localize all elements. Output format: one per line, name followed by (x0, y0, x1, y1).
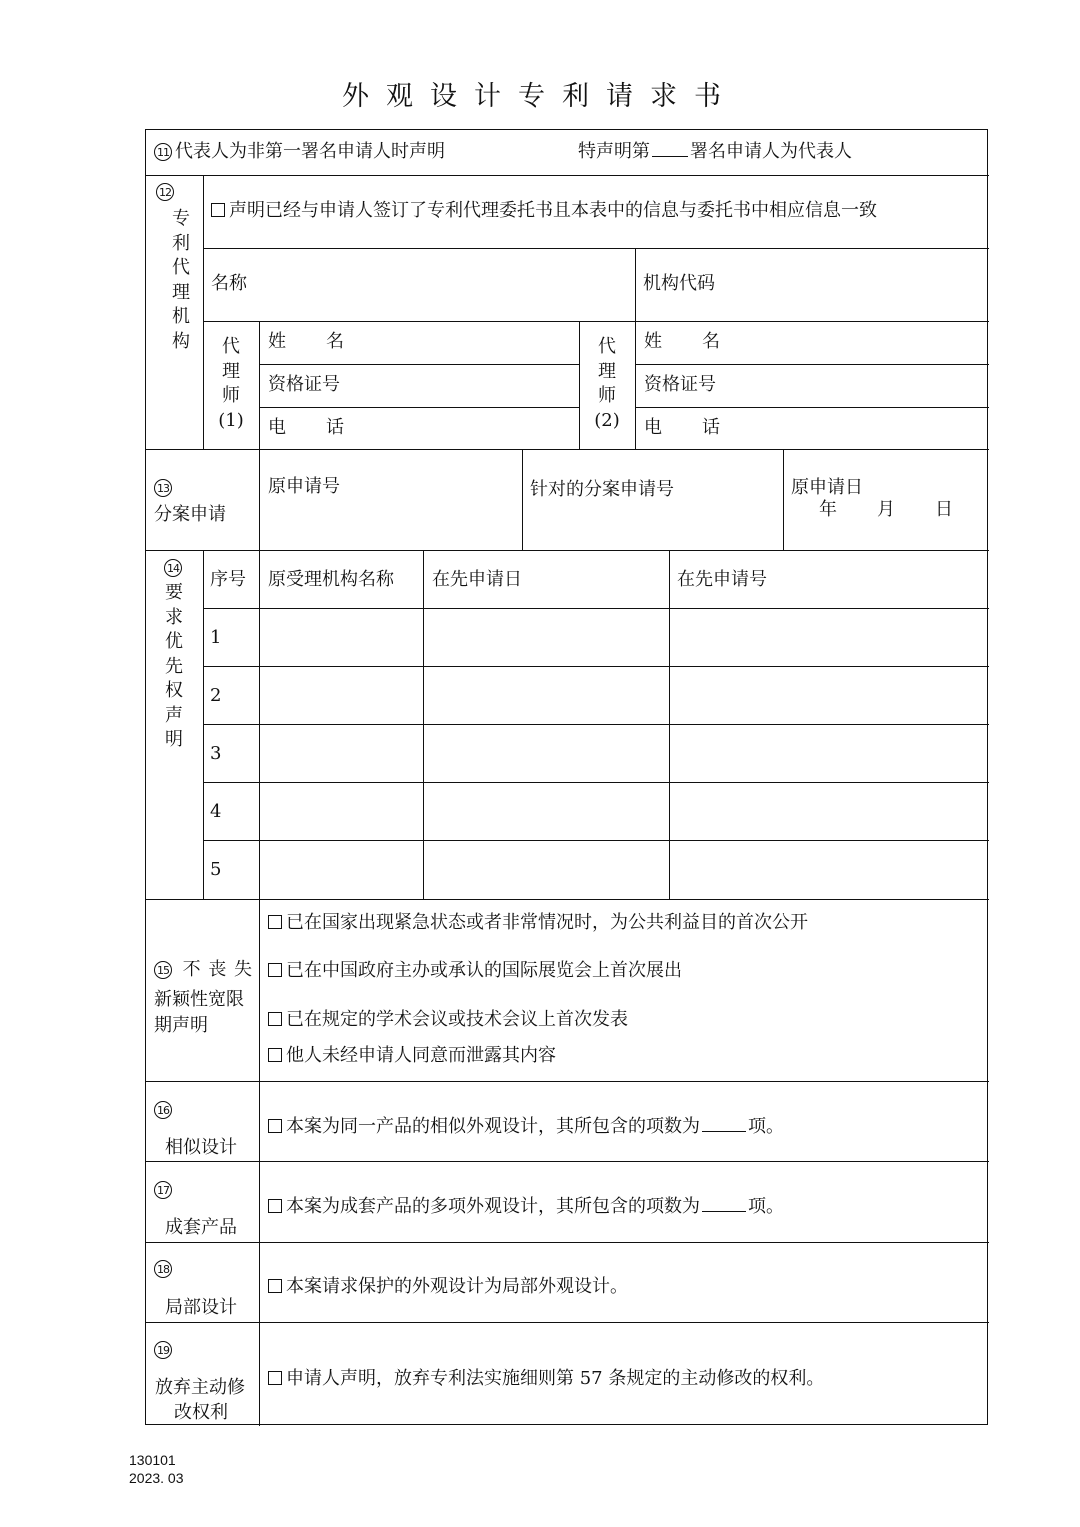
set-product-count-blank[interactable] (702, 1211, 746, 1212)
grace-option-emergency-checkbox[interactable] (268, 915, 282, 929)
agency-code-label: 机构代码 (643, 273, 715, 294)
priority-row-2-seq: 2 (210, 685, 222, 706)
section-14-number (164, 556, 185, 580)
priority-header-office: 原受理机构名称 (268, 569, 394, 590)
section-17-number (154, 1178, 175, 1202)
grace-period-label-line-2: 新颖性宽限 (154, 989, 244, 1010)
priority-claim-side-label: 要 求 优 先 权 声 明 (165, 582, 183, 750)
circled-number-11: 11 (154, 143, 172, 161)
priority-header-seq: 序号 (210, 569, 246, 590)
grace-option-leak-checkbox[interactable] (268, 1048, 282, 1062)
section-19-number (154, 1338, 175, 1362)
priority-row-5-seq: 5 (210, 859, 222, 880)
set-product-label: 成套产品 (165, 1217, 237, 1238)
grace-option-emergency: 已在国家出现紧急状态或者非常情况时，为公共利益目的首次公开 (268, 911, 808, 935)
set-product-checkbox[interactable] (268, 1199, 282, 1213)
divisional-application-number-label: 针对的分案申请号 (530, 479, 674, 500)
section-18-number (154, 1257, 175, 1281)
priority-row-1-seq: 1 (210, 627, 222, 648)
agent-1-cert-label: 资格证号 (268, 374, 340, 395)
priority-row-3-seq: 3 (210, 743, 222, 764)
circled-number-19: 19 (154, 1341, 172, 1359)
grace-period-label-line-3: 期声明 (154, 1015, 208, 1036)
partial-design-label: 局部设计 (165, 1297, 237, 1318)
circled-number-14: 14 (164, 559, 182, 577)
agency-name-label: 名称 (211, 273, 247, 294)
circled-number-17: 17 (154, 1181, 172, 1199)
section-13-number (154, 476, 175, 500)
waive-amendment-label-line-2: 改权利 (174, 1402, 228, 1423)
original-application-date-label: 原申请日 (791, 477, 863, 498)
priority-header-number: 在先申请号 (677, 569, 767, 590)
representative-ordinal-blank[interactable] (652, 156, 688, 157)
circled-number-18: 18 (154, 1260, 172, 1278)
agent-2-side-label: 代 理 师 (2) (594, 336, 620, 431)
priority-row-4-seq: 4 (210, 801, 222, 822)
partial-design-statement: 本案请求保护的外观设计为局部外观设计。 (268, 1275, 628, 1299)
grace-option-exhibition: 已在中国政府主办或承认的国际展览会上首次展出 (268, 959, 682, 983)
similar-design-label: 相似设计 (165, 1137, 237, 1158)
agent-1-phone-label: 电 话 (268, 417, 344, 438)
agent-1-side-label: 代 理 师 (1) (218, 336, 244, 431)
similar-design-statement: 本案为同一产品的相似外观设计，其所包含的项数为 项。 (268, 1115, 784, 1139)
grace-period-label-line-1: 15 不 丧 失 (154, 958, 252, 982)
section-16-number (154, 1098, 175, 1122)
agency-declaration-checkbox[interactable] (211, 203, 225, 217)
circled-number-15: 15 (154, 961, 172, 979)
grace-option-exhibition-checkbox[interactable] (268, 963, 282, 977)
original-application-number-label: 原申请号 (268, 476, 340, 497)
agency-side-label: 专 利 代 理 机 构 (172, 208, 190, 352)
grace-option-leak: 他人未经申请人同意而泄露其内容 (268, 1044, 556, 1068)
agent-2-cert-label: 资格证号 (644, 374, 716, 395)
similar-design-checkbox[interactable] (268, 1119, 282, 1133)
agent-1-name-label: 姓 名 (268, 331, 344, 352)
form-title: 外观设计专利请求书 (342, 81, 738, 112)
form-code: 130101 (129, 1452, 176, 1468)
partial-design-checkbox[interactable] (268, 1279, 282, 1293)
waive-amendment-statement: 申请人声明，放弃专利法实施细则第 57 条规定的主动修改的权利。 (268, 1367, 824, 1391)
circled-number-16: 16 (154, 1101, 172, 1119)
section-11-label: 11 代表人为非第一署名申请人时声明 (154, 140, 445, 164)
grace-option-conference: 已在规定的学术会议或技术会议上首次发表 (268, 1008, 628, 1032)
original-application-date-units: 年 月 日 (819, 499, 953, 520)
circled-number-12: 12 (156, 183, 174, 201)
waive-amendment-label-line-1: 放弃主动修 (155, 1377, 245, 1398)
form-table (145, 129, 988, 1425)
priority-header-date: 在先申请日 (432, 569, 522, 590)
agent-2-phone-label: 电 话 (644, 417, 720, 438)
form-version: 2023. 03 (129, 1470, 184, 1486)
representative-declaration: 特声明第 署名申请人为代表人 (578, 141, 852, 162)
section-12-number (156, 180, 177, 204)
agency-declaration: 声明已经与申请人签订了专利代理委托书且本表中的信息与委托书中相应信息一致 (211, 199, 877, 223)
grace-option-conference-checkbox[interactable] (268, 1012, 282, 1026)
agent-2-name-label: 姓 名 (644, 331, 720, 352)
set-product-statement: 本案为成套产品的多项外观设计，其所包含的项数为 项。 (268, 1195, 784, 1219)
circled-number-13: 13 (154, 479, 172, 497)
waive-amendment-checkbox[interactable] (268, 1371, 282, 1385)
similar-design-count-blank[interactable] (702, 1131, 746, 1132)
divisional-application-label: 分案申请 (154, 504, 226, 525)
